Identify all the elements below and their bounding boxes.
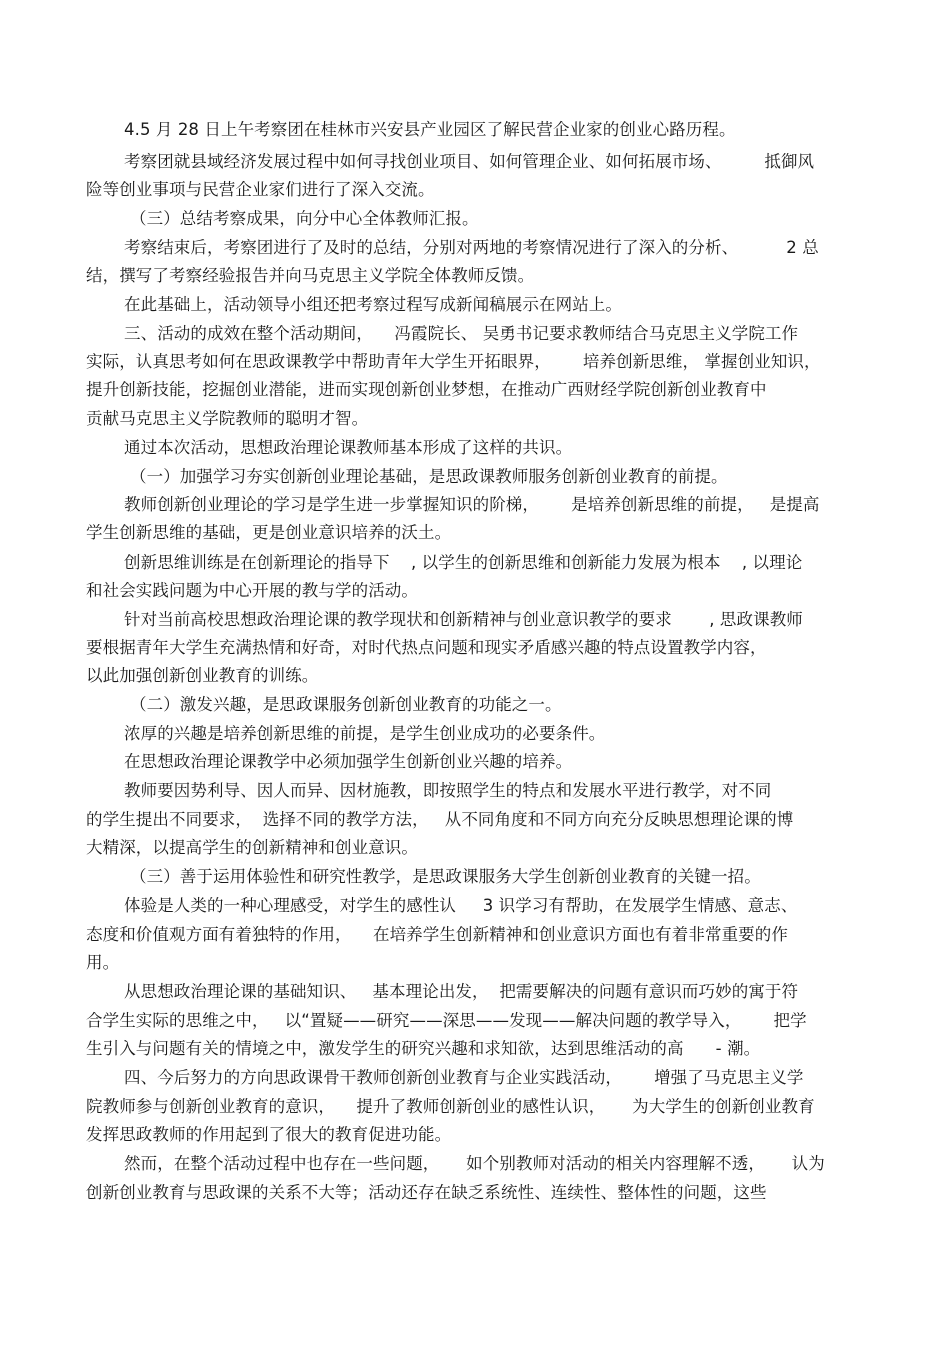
- paragraph-line: 险等创业事项与民营企业家们进行了深入交流。: [86, 180, 435, 199]
- paragraph-line: 教师创新创业理论的学习是学生进一步掌握知识的阶梯， 是培养创新思维的前提， 是提高: [124, 495, 820, 514]
- paragraph-line: 结，撰写了考察经验报告并向马克思主义学院全体教师反馈。: [86, 266, 535, 285]
- paragraph-line: 创新创业教育与思政课的关系不大等；活动还存在缺乏系统性、连续性、整体性的问题，这些: [86, 1183, 767, 1202]
- section-heading: （一）加强学习夯实创新创业理论基础，是思政课教师服务创新创业教育的前提。: [130, 467, 728, 486]
- paragraph-line: 实际，认真思考如何在思政课教学中帮助青年大学生开拓眼界， 培养创新思维， 掌握创业知识，: [86, 352, 821, 371]
- paragraph-line: 在此基础上，活动领导小组还把考察过程写成新闻稿展示在网站上。: [124, 295, 622, 314]
- paragraph-line: 发挥思政教师的作用起到了很大的教育促进功能。: [86, 1125, 452, 1144]
- paragraph-line: 提升创新技能，挖掘创业潜能，进而实现创新创业梦想，在推动广西财经学院创新创业教育中: [86, 380, 767, 399]
- paragraph-line: 贡献马克思主义学院教师的聪明才智。: [86, 409, 369, 428]
- section-heading: （三）总结考察成果，向分中心全体教师汇报。: [130, 209, 479, 228]
- paragraph-line: 以此加强创新创业教育的训练。: [86, 666, 319, 685]
- section-heading: 三、活动的成效在整个活动期间， 冯霞院长、 吴勇书记要求教师结合马克思主义学院工作: [124, 324, 799, 343]
- paragraph-line: 生引入与问题有关的情境之中，激发学生的研究兴趣和求知欲，达到思维活动的高 - 潮。: [86, 1039, 761, 1058]
- paragraph-line: 学生创新思维的基础，更是创业意识培养的沃土。: [86, 523, 452, 542]
- section-heading: （二）激发兴趣，是思政课服务创新创业教育的功能之一。: [130, 695, 562, 714]
- paragraph-line: 然而，在整个活动过程中也存在一些问题， 如个别教师对活动的相关内容理解不透， 认为: [124, 1154, 825, 1173]
- paragraph-line: 在思想政治理论课教学中必须加强学生创新创业兴趣的培养。: [124, 752, 573, 771]
- paragraph-line: 体验是人类的一种心理感受，对学生的感性认 3 识学习有帮助，在发展学生情感、意志、: [124, 896, 798, 915]
- paragraph-line: 大精深，以提高学生的创新精神和创业意识。: [86, 838, 418, 857]
- paragraph-line: 针对当前高校思想政治理论课的教学现状和创新精神与创业意识教学的要求 , 思政课教师: [124, 610, 803, 629]
- paragraph-line: 通过本次活动，思想政治理论课教师基本形成了这样的共识。: [124, 438, 573, 457]
- paragraph-line: 创新思维训练是在创新理论的指导下 , 以学生的创新思维和创新能力发展为根本 , 以理论: [124, 553, 803, 572]
- paragraph-line: 院教师参与创新创业教育的意识， 提升了教师创新创业的感性认识， 为大学生的创新创业教育: [86, 1097, 815, 1116]
- paragraph-line: 浓厚的兴趣是培养创新思维的前提，是学生创业成功的必要条件。: [124, 724, 606, 743]
- section-heading: 四、今后努力的方向思政课骨干教师创新创业教育与企业实践活动， 增强了马克思主义学: [124, 1068, 804, 1087]
- paragraph-line: 合学生实际的思维之中， 以“置疑——研究——深思——发现——解决问题的教学导入， 把学: [86, 1011, 807, 1030]
- paragraph-line: 4.5 月 28 日上午考察团在桂林市兴安县产业园区了解民营企业家的创业心路历程。: [124, 120, 736, 139]
- paragraph-line: 从思想政治理论课的基础知识、 基本理论出发， 把需要解决的问题有意识而巧妙的寓于符: [124, 982, 799, 1001]
- paragraph-line: 态度和价值观方面有着独特的作用， 在培养学生创新精神和创业意识方面也有着非常重要的作: [86, 925, 788, 944]
- paragraph-line: 的学生提出不同要求， 选择不同的教学方法， 从不同角度和不同方向充分反映思想理论课的博: [86, 810, 794, 829]
- paragraph-line: 和社会实践问题为中心开展的教与学的活动。: [86, 581, 418, 600]
- paragraph-line: 教师要因势利导、因人而异、因材施教，即按照学生的特点和发展水平进行教学，对不同: [124, 781, 772, 800]
- paragraph-line: 考察团就县域经济发展过程中如何寻找创业项目、如何管理企业、如何拓展市场、 抵御风: [124, 152, 815, 171]
- section-heading: （三）善于运用体验性和研究性教学，是思政课服务大学生创新创业教育的关键一招。: [130, 867, 761, 886]
- paragraph-line: 要根据青年大学生充满热情和好奇，对时代热点问题和现实矛盾感兴趣的特点设置教学内容，: [86, 638, 767, 657]
- paragraph-line: 用。: [86, 953, 120, 972]
- paragraph-line: 考察结束后，考察团进行了及时的总结，分别对两地的考察情况进行了深入的分析、 2 总: [124, 238, 819, 257]
